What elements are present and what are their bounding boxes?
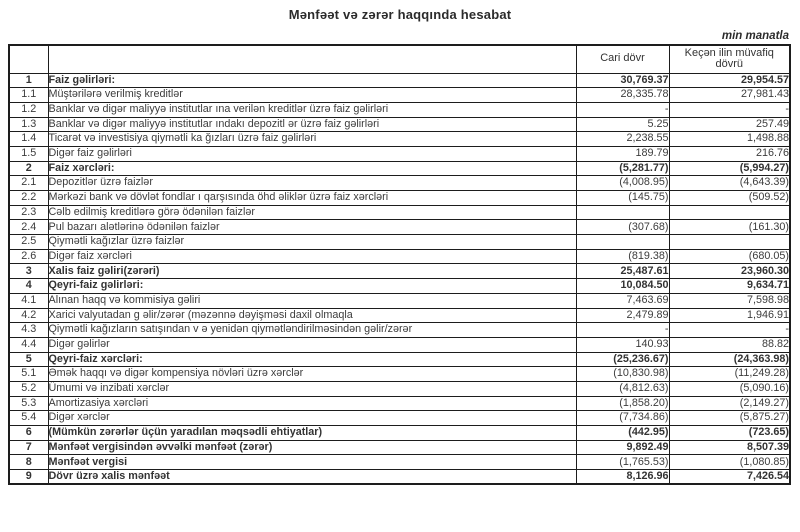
previous-period-value-cell: 29,954.57: [669, 73, 790, 88]
row-number-cell: 1.2: [9, 102, 48, 117]
row-label-cell: Banklar və digər maliyyə institutlar ındakı depozitl ər üzrə faiz gəlirləri: [48, 117, 576, 132]
previous-period-value-cell: (4,643.39): [669, 176, 790, 191]
row-number-cell: 9: [9, 470, 48, 485]
previous-period-value-cell: (5,994.27): [669, 161, 790, 176]
table-row: [9, 205, 790, 220]
report-table: [8, 44, 791, 485]
current-period-value-cell: 2,479.89: [576, 308, 669, 323]
table-row: [9, 352, 790, 367]
current-period-value-cell: 28,335.78: [576, 88, 669, 103]
table-row: [9, 161, 790, 176]
current-period-value-cell: 25,487.61: [576, 264, 669, 279]
row-label-cell: Faiz gəlirləri:: [48, 73, 576, 88]
current-period-value-cell: [576, 235, 669, 250]
table-row: [9, 411, 790, 426]
table-row: [9, 102, 790, 117]
previous-period-value-cell: 88.82: [669, 337, 790, 352]
current-period-value-cell: (7,734.86): [576, 411, 669, 426]
table-row: [9, 279, 790, 294]
row-number-cell: 1.5: [9, 146, 48, 161]
row-number-cell: 3: [9, 264, 48, 279]
row-number-cell: 6: [9, 426, 48, 441]
previous-period-value-cell: 1,946.91: [669, 308, 790, 323]
row-number-cell: 2.3: [9, 205, 48, 220]
previous-period-value-cell: 9,634.71: [669, 279, 790, 294]
current-period-value-cell: (442.95): [576, 426, 669, 441]
current-period-value-cell: 5.25: [576, 117, 669, 132]
row-label-cell: Xalis faiz gəliri(zərəri): [48, 264, 576, 279]
row-label-cell: Xarici valyutadan g əlir/zərər (məzənnə dəyişməsi daxil olmaqla: [48, 308, 576, 323]
row-label-cell: Əmək haqqı və digər kompensiya növləri üzrə xərclər: [48, 367, 576, 382]
header-current-period: Cari dövr: [576, 45, 669, 73]
page-title: Mənfəət və zərər haqqında hesabat: [288, 7, 512, 22]
row-number-cell: 4.4: [9, 337, 48, 352]
row-label-cell: Alınan haqq və kommisiya gəliri: [48, 293, 576, 308]
row-number-cell: 5.2: [9, 381, 48, 396]
table-row: [9, 396, 790, 411]
row-label-cell: Digər faiz gəlirləri: [48, 146, 576, 161]
table-row: [9, 264, 790, 279]
current-period-value-cell: 189.79: [576, 146, 669, 161]
previous-period-value-cell: (5,090.16): [669, 381, 790, 396]
row-label-cell: Digər xərclər: [48, 411, 576, 426]
row-number-cell: 4.2: [9, 308, 48, 323]
row-label-cell: Ticarət və investisiya qiymətli ka ğızları üzrə faiz gəlirləri: [48, 132, 576, 147]
table-row: [9, 308, 790, 323]
row-label-cell: Banklar və digər maliyyə institutlar ına verilən kreditlər üzrə faiz gəlirləri: [48, 102, 576, 117]
row-label-cell: Qiymətli kağızların satışından v ə yenidən qiymətləndirilməsindən gəlir/zərər: [48, 323, 576, 338]
table-row: [9, 73, 790, 88]
table-row: [9, 470, 790, 485]
current-period-value-cell: (4,008.95): [576, 176, 669, 191]
table-row: [9, 367, 790, 382]
row-number-cell: 4.3: [9, 323, 48, 338]
table-row: [9, 191, 790, 206]
current-period-value-cell: (5,281.77): [576, 161, 669, 176]
row-label-cell: Faiz xərcləri:: [48, 161, 576, 176]
table-row: [9, 337, 790, 352]
table-row: [9, 293, 790, 308]
row-label-cell: Pul bazarı alətlərinə ödənilən faizlər: [48, 220, 576, 235]
row-label-cell: Mərkəzi bank və dövlət fondlar ı qarşısında öhd əliklər üzrə faiz xərcləri: [48, 191, 576, 206]
row-number-cell: 7: [9, 440, 48, 455]
current-period-value-cell: 140.93: [576, 337, 669, 352]
row-number-cell: 4.1: [9, 293, 48, 308]
previous-period-value-cell: 7,598.98: [669, 293, 790, 308]
current-period-value-cell: (819.38): [576, 249, 669, 264]
current-period-value-cell: (1,858.20): [576, 396, 669, 411]
previous-period-value-cell: -: [669, 102, 790, 117]
unit-note: min manatla: [721, 30, 789, 42]
row-label-cell: Cəlb edilmiş kreditlərə görə ödənilən faizlər: [48, 205, 576, 220]
row-label-cell: Amortizasiya xərcləri: [48, 396, 576, 411]
row-label-cell: Mənfəət vergisi: [48, 455, 576, 470]
table-row: [9, 235, 790, 250]
previous-period-value-cell: 8,507.39: [669, 440, 790, 455]
row-label-cell: Ümumi və inzibati xərclər: [48, 381, 576, 396]
current-period-value-cell: 30,769.37: [576, 73, 669, 88]
table-row: [9, 176, 790, 191]
row-number-cell: 5.4: [9, 411, 48, 426]
current-period-value-cell: 7,463.69: [576, 293, 669, 308]
table-row: [9, 146, 790, 161]
current-period-value-cell: (10,830.98): [576, 367, 669, 382]
row-label-cell: Dövr üzrə xalis mənfəət: [48, 470, 576, 485]
row-label-cell: (Mümkün zərərlər üçün yaradılan məqsədli ehtiyatlar): [48, 426, 576, 441]
table-row: [9, 88, 790, 103]
previous-period-value-cell: [669, 205, 790, 220]
row-number-cell: 5.3: [9, 396, 48, 411]
current-period-value-cell: (25,236.67): [576, 352, 669, 367]
row-number-cell: 2.4: [9, 220, 48, 235]
current-period-value-cell: 10,084.50: [576, 279, 669, 294]
previous-period-value-cell: 216.76: [669, 146, 790, 161]
table-row: [9, 381, 790, 396]
row-number-cell: 2: [9, 161, 48, 176]
previous-period-value-cell: (2,149.27): [669, 396, 790, 411]
previous-period-value-cell: (509.52): [669, 191, 790, 206]
previous-period-value-cell: 27,981.43: [669, 88, 790, 103]
current-period-value-cell: [576, 205, 669, 220]
previous-period-value-cell: (1,080.85): [669, 455, 790, 470]
previous-period-value-cell: 23,960.30: [669, 264, 790, 279]
previous-period-value-cell: [669, 235, 790, 250]
table-row: [9, 132, 790, 147]
table-row: [9, 249, 790, 264]
previous-period-value-cell: -: [669, 323, 790, 338]
current-period-value-cell: (1,765.53): [576, 455, 669, 470]
current-period-value-cell: 9,892.49: [576, 440, 669, 455]
row-number-cell: 2.6: [9, 249, 48, 264]
row-label-cell: Digər faiz xərcləri: [48, 249, 576, 264]
row-number-cell: 1.3: [9, 117, 48, 132]
current-period-value-cell: -: [576, 323, 669, 338]
header-previous-period: Keçən ilin müvafiq dövrü: [669, 45, 790, 73]
previous-period-value-cell: (24,363.98): [669, 352, 790, 367]
table-row: [9, 455, 790, 470]
current-period-value-cell: -: [576, 102, 669, 117]
previous-period-value-cell: (11,249.28): [669, 367, 790, 382]
current-period-value-cell: (4,812.63): [576, 381, 669, 396]
row-label-cell: Müştərilərə verilmiş kreditlər: [48, 88, 576, 103]
row-label-cell: Mənfəət vergisindən əvvəlki mənfəət (zərər): [48, 440, 576, 455]
row-number-cell: 2.1: [9, 176, 48, 191]
current-period-value-cell: (307.68): [576, 220, 669, 235]
current-period-value-cell: 8,126.96: [576, 470, 669, 485]
header-label-cell: [48, 45, 576, 73]
row-label-cell: Digər gəlirlər: [48, 337, 576, 352]
row-number-cell: 2.2: [9, 191, 48, 206]
previous-period-value-cell: (723.65): [669, 426, 790, 441]
row-number-cell: 1.1: [9, 88, 48, 103]
row-label-cell: Depozitlər üzrə faizlər: [48, 176, 576, 191]
table-row: [9, 426, 790, 441]
row-number-cell: 8: [9, 455, 48, 470]
table-row: [9, 220, 790, 235]
row-number-cell: 5.1: [9, 367, 48, 382]
row-number-cell: 4: [9, 279, 48, 294]
row-number-cell: 1: [9, 73, 48, 88]
previous-period-value-cell: (680.05): [669, 249, 790, 264]
previous-period-value-cell: 7,426.54: [669, 470, 790, 485]
previous-period-value-cell: (5,875.27): [669, 411, 790, 426]
previous-period-value-cell: 257.49: [669, 117, 790, 132]
current-period-value-cell: 2,238.55: [576, 132, 669, 147]
row-label-cell: Qeyri-faiz gəlirləri:: [48, 279, 576, 294]
table-header-row: [9, 45, 790, 73]
current-period-value-cell: (145.75): [576, 191, 669, 206]
previous-period-value-cell: 1,498.88: [669, 132, 790, 147]
table-row: [9, 440, 790, 455]
row-number-cell: 1.4: [9, 132, 48, 147]
row-number-cell: 5: [9, 352, 48, 367]
report-table-body: [9, 73, 790, 484]
table-row: [9, 117, 790, 132]
table-row: [9, 323, 790, 338]
header-num-cell: [9, 45, 48, 73]
row-label-cell: Qeyri-faiz xərcləri:: [48, 352, 576, 367]
row-number-cell: 2.5: [9, 235, 48, 250]
previous-period-value-cell: (161.30): [669, 220, 790, 235]
row-label-cell: Qiymətli kağızlar üzrə faizlər: [48, 235, 576, 250]
